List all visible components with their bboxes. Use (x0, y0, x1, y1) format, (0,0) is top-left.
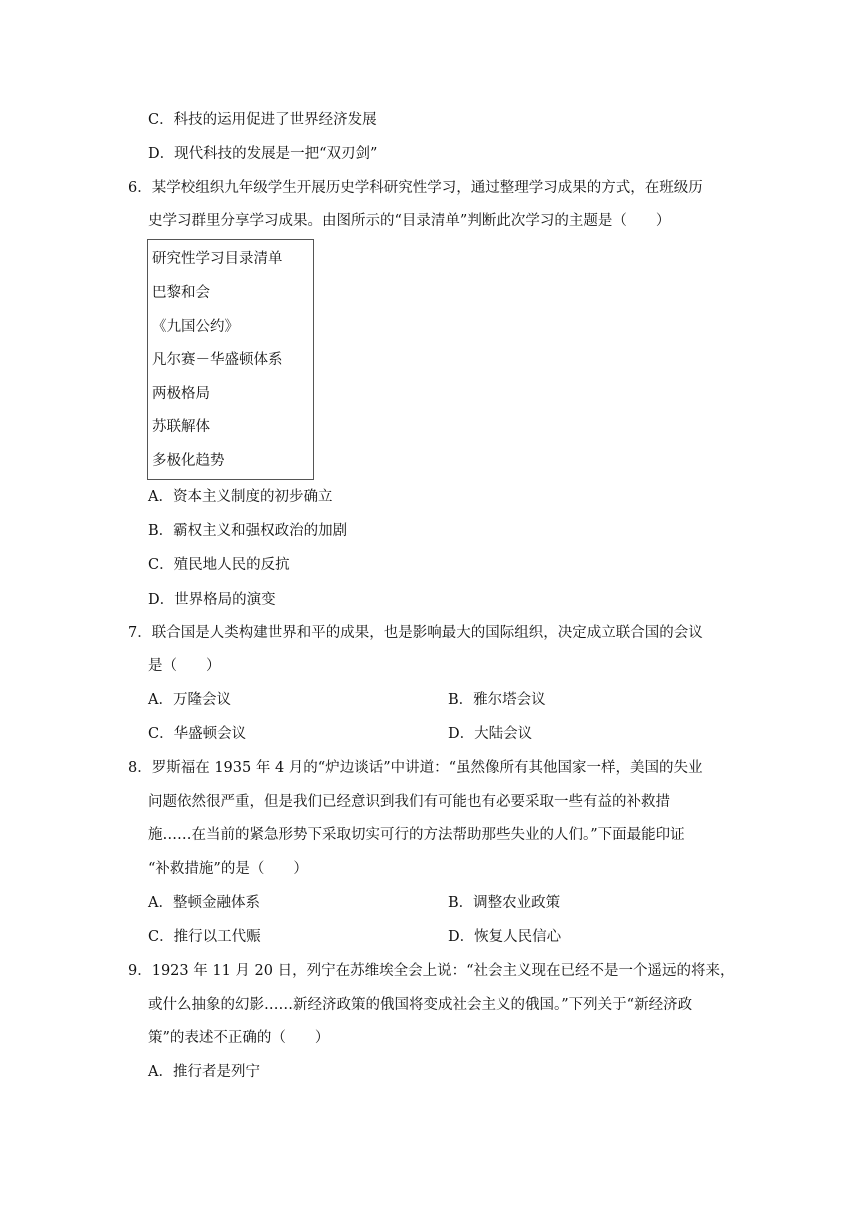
q7-option-c: C．华盛顿会议 (148, 726, 247, 742)
q7-stem-line-2: 是（ ） (148, 658, 221, 674)
q6-stem-line-1: 6．某学校组织九年级学生开展历史学科研究性学习，通过整理学习成果的方式，在班级历 (128, 180, 703, 196)
q6-option-c: C．殖民地人民的反抗 (148, 557, 290, 573)
q8-stem-line-2: 问题依然很严重，但是我们已经意识到我们有可能也有必要采取一些有益的补救措 (148, 794, 670, 810)
q5-option-c: C．科技的运用促进了世界经济发展 (148, 112, 377, 128)
q8-stem-line-1: 8．罗斯福在 1935 年 4 月的“炉边谈话”中讲道：“虽然像所有其他国家一样，美国的失业 (128, 760, 703, 776)
q6-option-b: B．霸权主义和强权政治的加剧 (148, 523, 348, 539)
q8-stem-line-3: 施……在当前的紧急形势下采取切实可行的方法帮助那些失业的人们。”下面最能印证 (148, 827, 685, 843)
catalog-title: 研究性学习目录清单 (152, 251, 283, 267)
catalog-item: 多极化趋势 (152, 453, 225, 469)
q9-stem-line-1: 9．1923 年 11 月 20 日，列宁在苏维埃全会上说：“社会主义现在已经不是一个遥远的将来， (128, 963, 735, 979)
catalog-item: 巴黎和会 (152, 285, 210, 301)
q8-option-c: C．推行以工代赈 (148, 929, 261, 945)
catalog-item: 凡尔赛－华盛顿体系 (152, 352, 283, 368)
q7-option-d: D．大陆会议 (448, 726, 533, 742)
q8-option-d: D．恢复人民信心 (448, 929, 562, 945)
q6-stem-line-2: 史学习群里分享学习成果。由图所示的“目录清单”判断此次学习的主题是（ ） (148, 213, 671, 229)
catalog-item: 《九国公约》 (152, 319, 239, 335)
q7-stem-line-1: 7．联合国是人类构建世界和平的成果，也是影响最大的国际组织，决定成立联合国的会议 (128, 625, 703, 641)
catalog-item: 两极格局 (152, 386, 210, 402)
q7-option-b: B．雅尔塔会议 (448, 692, 546, 708)
q8-stem-line-4: “补救措施”的是（ ） (148, 861, 308, 877)
q9-stem-line-2: 或什么抽象的幻影……新经济政策的俄国将变成社会主义的俄国。”下列关于“新经济政 (148, 997, 693, 1013)
catalog-list-box (147, 239, 314, 480)
q7-option-a: A．万隆会议 (148, 692, 231, 708)
q5-option-d: D．现代科技的发展是一把“双刃剑” (148, 146, 378, 162)
q9-option-a: A．推行者是列宁 (148, 1064, 260, 1080)
catalog-item: 苏联解体 (152, 419, 210, 435)
q6-option-d: D．世界格局的演变 (148, 592, 276, 608)
q8-option-a: A．整顿金融体系 (148, 895, 260, 911)
q9-stem-line-3: 策”的表述不正确的（ ） (148, 1030, 330, 1046)
q6-option-a: A．资本主义制度的初步确立 (148, 489, 333, 505)
q8-option-b: B．调整农业政策 (448, 895, 561, 911)
